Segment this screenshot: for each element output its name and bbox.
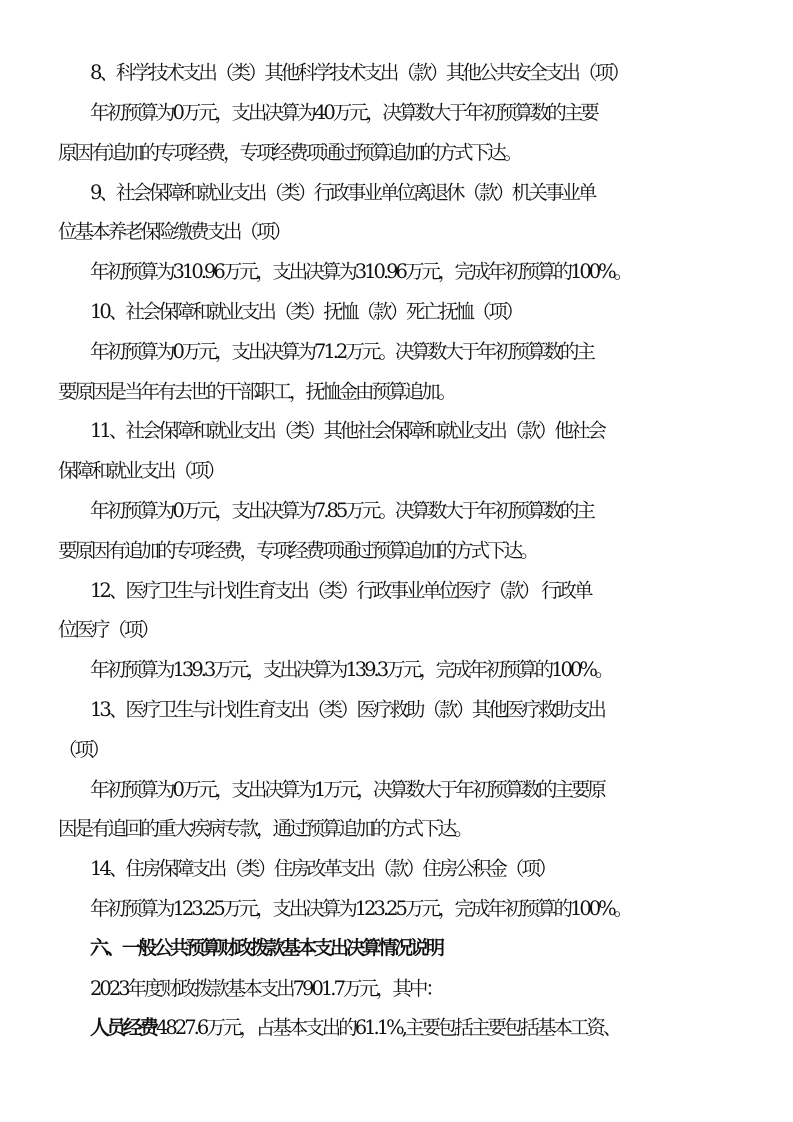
item-11-heading-line-1: 11、社会保障和就业支出（类）其他社会保障和就业支出（款）他社会 [90, 419, 604, 442]
item-10-heading: 10、社会保障和就业支出（类）抚恤（款）死亡抚恤（项） [90, 300, 522, 323]
item-10-body-line-2: 要原因是当年有去世的干部职工，抚恤金由预算追加。 [58, 380, 455, 403]
item-13-body-line-2: 因是有追回的重大疾病专款，通过预算追加的方式下达。 [58, 817, 471, 840]
item-10-body-line-1: 年初预算为0万元，支出决算为71.2万元。决算数大于年初预算数的主 [90, 340, 593, 363]
item-9-body: 年初预算为310.96万元，支出决算为310.96万元，完成年初预算的100%。 [90, 260, 631, 283]
item-14-body: 年初预算为123.25万元，支出决算为123.25万元，完成年初预算的100%。 [90, 897, 631, 920]
item-13-heading-line-2: （项） [58, 738, 108, 761]
item-8-body-line-1: 年初预算为0万元，支出决算为40万元，决算数大于年初预算数的主要 [90, 101, 597, 124]
item-12-heading-line-2: 位医疗（项） [58, 618, 158, 641]
item-12-body: 年初预算为139.3万元，支出决算为139.3万元，完成年初预算的100%。 [90, 658, 612, 681]
section-6-summary: 2023年度财政拨款基本支出7901.7万元，其中： [90, 977, 442, 1000]
item-13-body-line-1: 年初预算为0万元，支出决算为1万元，决算数大于年初预算数的主要原 [90, 778, 604, 801]
personnel-expenses-text: 4827.6万元，占基本支出的61.1%,主要包括主要包括基本工资、 [156, 1016, 620, 1039]
item-8-heading: 8、科学技术支出（类）其他科学技术支出（款）其他公共安全支出（项） [90, 61, 628, 84]
item-11-body-line-1: 年初预算为0万元，支出决算为7.85万元。决算数大于年初预算数的主 [90, 499, 593, 522]
item-9-heading-line-1: 9、社会保障和就业支出（类）行政事业单位离退休（款）机关事业单 [90, 181, 595, 204]
item-12-heading-line-1: 12、医疗卫生与计划生育支出（类）行政事业单位医疗（款） 行政单 [90, 579, 591, 602]
item-9-heading-line-2: 位基本养老保险缴费支出（项） [58, 220, 290, 243]
personnel-expenses-line [0, 1018, 793, 1038]
item-8-body-line-2: 原因有追加的专项经费，专项经费项通过预算追加的方式下达。 [58, 141, 521, 164]
section-6-heading: 六、一般公共预算财政拨款基本支出决算情况说明 [90, 937, 443, 959]
personnel-expenses-label: 人员经费 [90, 1016, 157, 1039]
item-11-heading-line-2: 保障和就业支出（项） [58, 459, 224, 482]
item-14-heading: 14、住房保障支出（类）住房改革支出（款）住房公积金（项） [90, 857, 555, 880]
item-11-body-line-2: 要原因有追加的专项经费，专项经费项通过预算追加的方式下达。 [58, 539, 537, 562]
item-13-heading-line-1: 13、医疗卫生与计划生育支出（类）医疗救助（款）其他医疗救助支出 [90, 698, 604, 721]
